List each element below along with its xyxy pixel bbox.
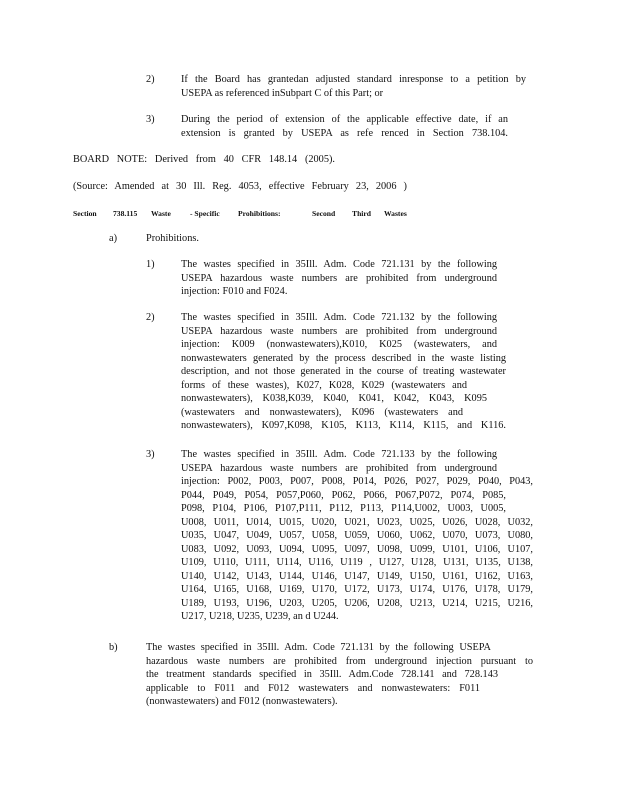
prohibition-item-3: The wastes specified in 35Ill. Adm. Code 721.133 by the following USEPA hazardous waste numbers are prohibited from underground injection: P002, P003, P007, P008, P014, P026, P027, P029, P040, P043, P044, P049, P054, P057,P060, P062, P066, P067,P072, P074, P085, P098, P104, P106, P107,P111, P112, P113, P114,U002, U003, U005, U008, U011, U014, U015, U020, U021, U023, U025, U026, U028, U032, U035, U047, U049, U057, U058, U059, U060, U062, U070, U073, U080, U083, U092, U093, U094, U095, U097, U098, U099, U101, U106, U107, U109, U110, U111, U114, U116, U119 , U127, U128, U131, U135, U138, U140, U142, U143, U144, U146, U147, U149, U150, U161, U162, U163, U164, U165, U168, U169, U170, U172, U173, U174, U176, U178, U179, U189, U193, U196, U203, U205, U206, U208, U213, U214, U215, U216, U217, U218, U235, U239, an d U244.	[181, 449, 533, 622]
intro-item-3: During the period of extension of the applicable effective date, if an extension is granted by USEPA as refe renced in Section 738.104.	[181, 114, 508, 139]
item-number: 2)	[146, 74, 155, 85]
item-number: 2)	[146, 312, 155, 323]
item-number: 3)	[146, 114, 155, 125]
source-note: (Source: Amended at 30 Ill. Reg. 4053, effective February 23, 2006 )	[73, 181, 407, 192]
prohibition-item-2: The wastes specified in 35Ill. Adm. Code 721.132 by the following USEPA hazardous waste numbers are prohibited from underground injection: K009 (nonwastewaters),K010, K025 (wastewaters, and nonwastewaters generated by the process described in the waste listing description, and not those generated in the course of treating wastewater forms of these wastes), K027, K028, K029 (wastewaters and nonwastewaters), K038,K039, K040, K041, K042, K043, K095 (wastewaters and nonwastewaters), K096 (wastewaters and nonwastewaters), K097,K098, K105, K113, K114, K115, and K116.	[181, 312, 506, 431]
intro-item-2: If the Board has grantedan adjusted standard inresponse to a petition by USEPA as referenced inSubpart C of this Part; or	[181, 74, 526, 99]
subsection-label: a)	[109, 233, 117, 244]
subsection-label: b)	[109, 642, 118, 653]
board-note: BOARD NOTE: Derived from 40 CFR 148.14 (2005).	[73, 154, 335, 165]
subsection-title: Prohibitions.	[146, 233, 199, 244]
item-number: 3)	[146, 449, 155, 460]
item-number: 1)	[146, 259, 155, 270]
prohibition-item-1: The wastes specified in 35Ill. Adm. Code 721.131 by the following USEPA hazardous waste numbers are prohibited from underground injection: F010 and F024.	[181, 259, 497, 297]
subsection-b-text: The wastes specified in 35Ill. Adm. Code 721.131 by the following USEPA hazardous waste numbers are prohibited from underground injection pursuant to the treatment standards specified in 35Ill. Adm.Code 728.141 and 728.143 applicable to F011 and F012 wastewaters and nonwastewaters: F011 (nonwastewaters) and F012 (nonwastewaters).	[146, 642, 533, 707]
